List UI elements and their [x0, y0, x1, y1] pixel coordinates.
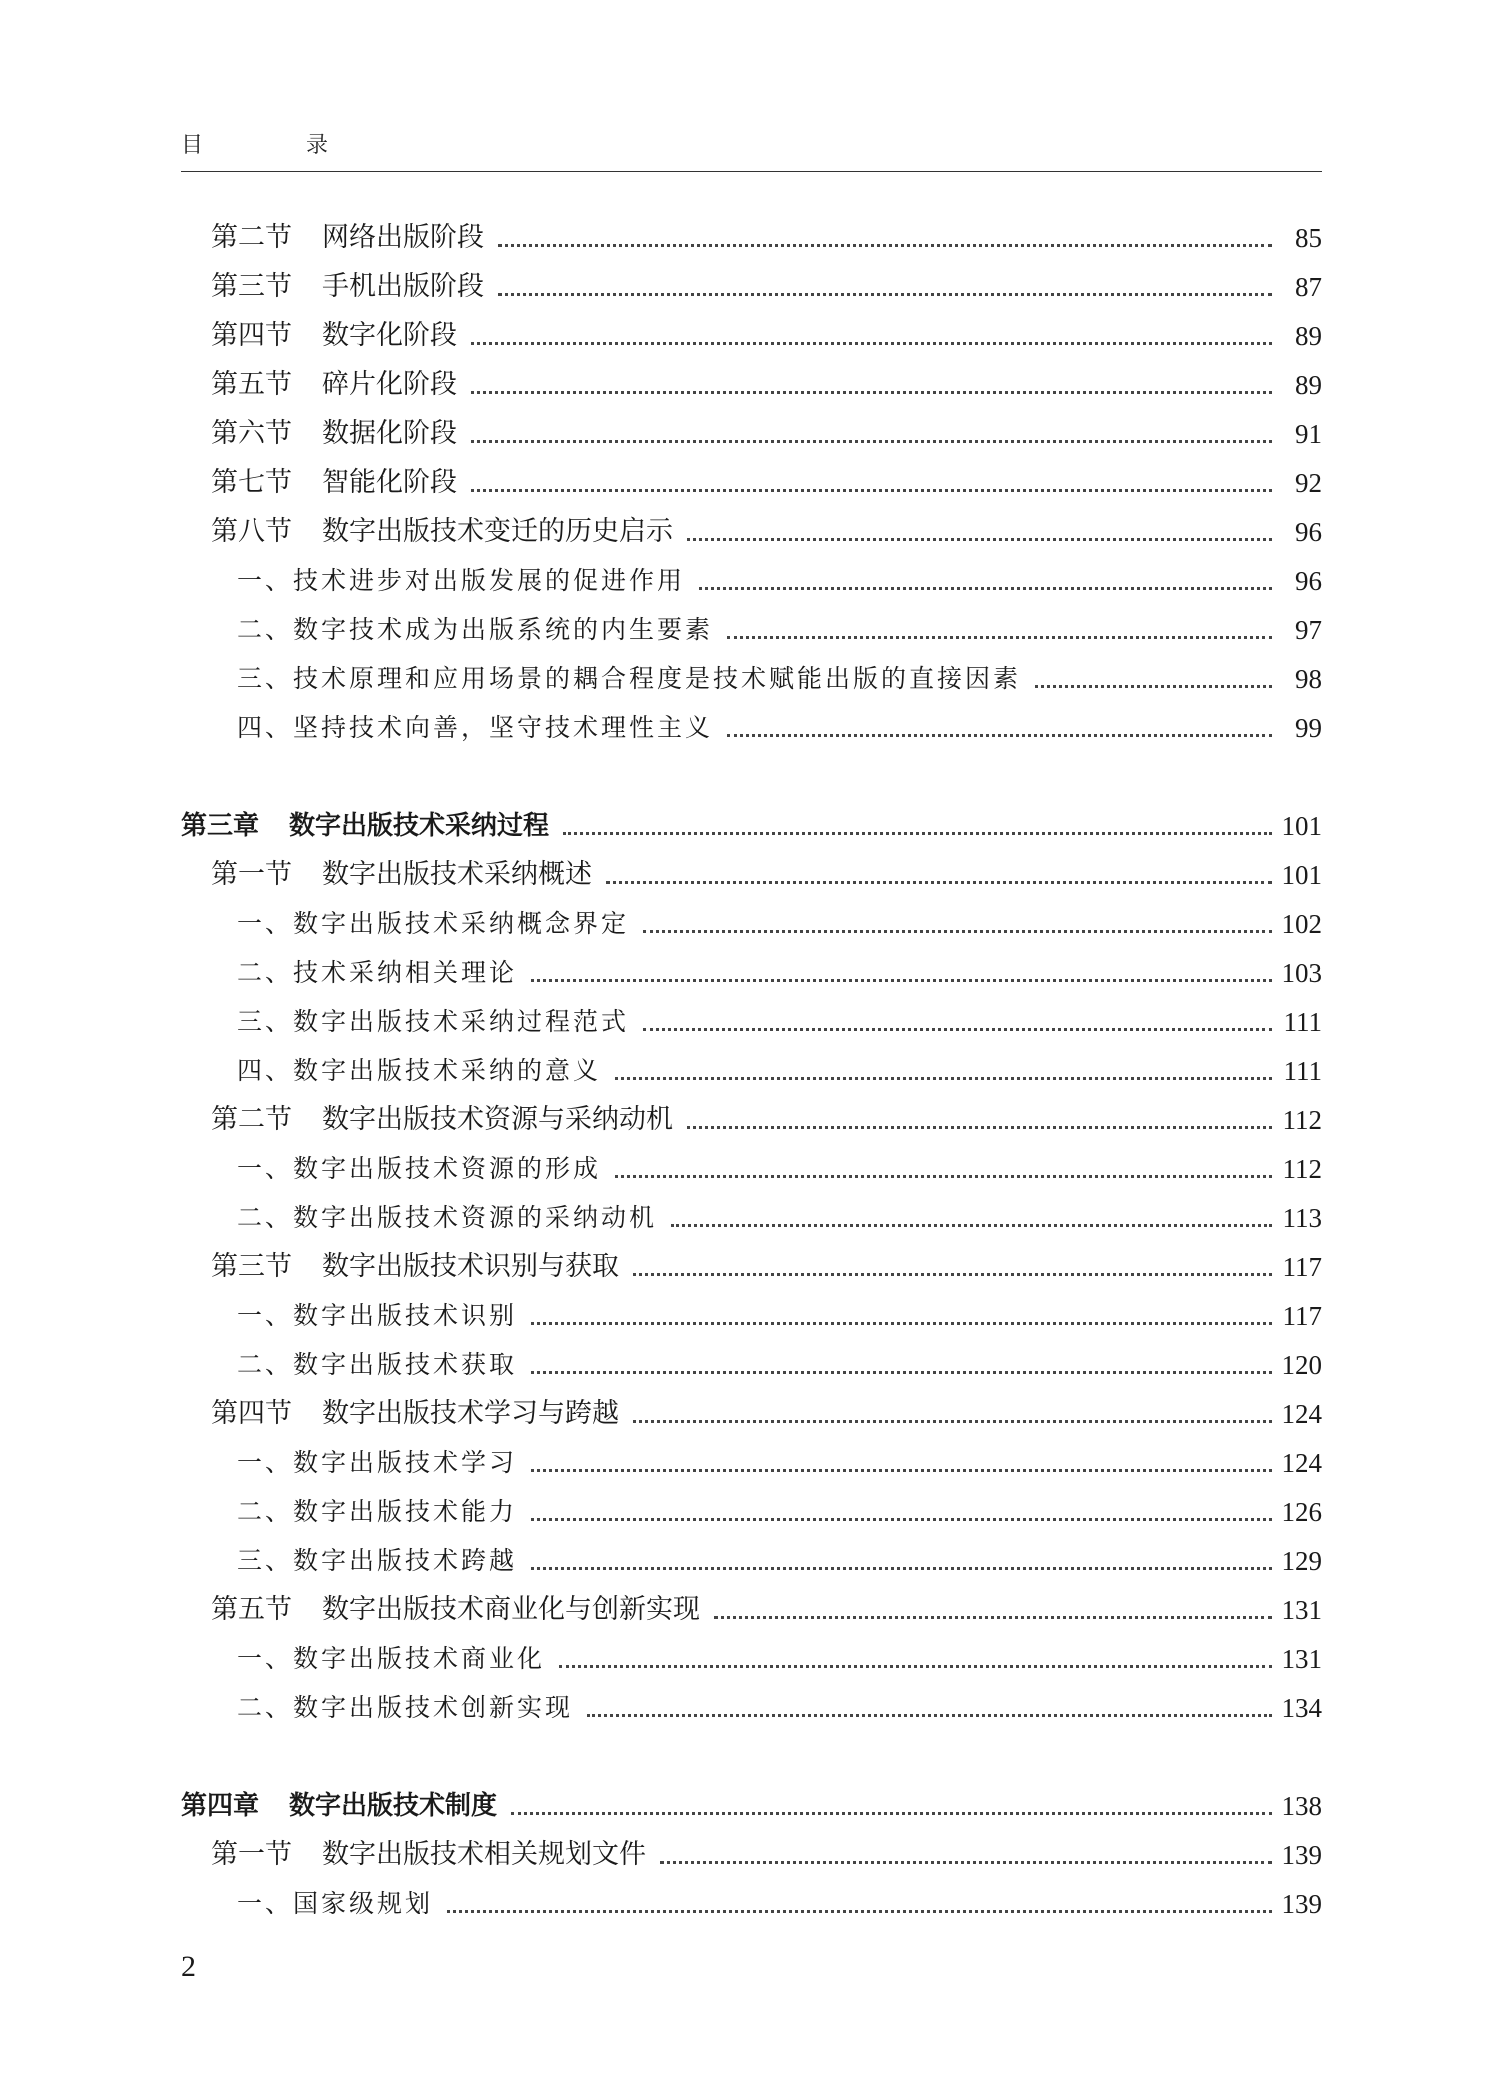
running-header: 目 录 [181, 133, 376, 158]
toc-entry-page: 120 [1281, 1350, 1322, 1380]
toc-entry-title: 手机出版阶段 [322, 271, 484, 302]
toc-entry-label: 二、 [237, 1350, 294, 1379]
toc-entry-title: 数字出版技术学习与跨越 [322, 1398, 619, 1429]
toc-entry-label: 第一节 [211, 1839, 292, 1870]
dot-leader [531, 1322, 1272, 1325]
dot-leader [531, 979, 1271, 982]
toc-entry-title: 网络出版阶段 [322, 222, 484, 253]
toc-entry-page: 96 [1295, 566, 1322, 596]
toc-entry-page: 111 [1283, 1056, 1322, 1086]
toc-entry-title: 数字出版技术采纳过程范式 [293, 1007, 630, 1036]
toc-section-entry[interactable] [181, 1832, 1322, 1872]
dot-leader [687, 538, 1272, 541]
toc-entry-title: 技术采纳相关理论 [293, 958, 518, 987]
toc-entry-label: 三、 [237, 664, 294, 693]
toc-subsection-entry[interactable] [181, 1881, 1322, 1921]
toc-entry-label: 第四节 [211, 1398, 292, 1429]
toc-subsection-entry[interactable] [181, 705, 1322, 745]
toc-entry-page: 138 [1281, 1791, 1322, 1821]
toc-entry-label: 一、 [237, 1644, 294, 1673]
toc-entry-label: 第四节 [211, 320, 292, 351]
toc-entry-page: 113 [1282, 1203, 1322, 1233]
dot-leader [498, 244, 1272, 247]
dot-leader [633, 1420, 1272, 1423]
toc-entry-title: 数字出版技术跨越 [293, 1546, 518, 1575]
toc-subsection-entry[interactable] [181, 558, 1322, 598]
dot-leader [471, 342, 1272, 345]
toc-entry-title: 数据化阶段 [322, 418, 457, 449]
toc-entry-label: 二、 [237, 1693, 294, 1722]
toc-subsection-entry[interactable] [181, 1342, 1322, 1382]
dot-leader [687, 1126, 1272, 1129]
toc-subsection-entry[interactable] [181, 1440, 1322, 1480]
dot-leader [471, 489, 1272, 492]
toc-entry-label: 一、 [237, 1889, 294, 1918]
toc-entry-page: 131 [1281, 1644, 1322, 1674]
toc-section-entry[interactable] [181, 264, 1322, 304]
toc-section-entry[interactable] [181, 215, 1322, 255]
toc-subsection-entry[interactable] [181, 1489, 1322, 1529]
toc-subsection-entry[interactable] [181, 950, 1322, 990]
toc-section-entry[interactable] [181, 313, 1322, 353]
toc-entry-title: 数字出版技术制度 [289, 1791, 498, 1821]
toc-entry-page: 117 [1282, 1301, 1322, 1331]
dot-leader [615, 1175, 1272, 1178]
toc-entry-page: 87 [1295, 272, 1322, 302]
toc-entry-title: 数字出版技术学习 [293, 1448, 518, 1477]
toc-section-entry[interactable] [181, 1587, 1322, 1627]
toc-entry-page: 98 [1295, 664, 1322, 694]
toc-section-entry[interactable] [181, 362, 1322, 402]
dot-leader [643, 930, 1271, 933]
toc-entry-label: 第五节 [211, 369, 292, 400]
toc-entry-label: 二、 [237, 958, 294, 987]
toc-entry-page: 139 [1281, 1840, 1322, 1870]
dot-leader [606, 881, 1272, 884]
toc-entry-page: 129 [1281, 1546, 1322, 1576]
toc-subsection-entry[interactable] [181, 1636, 1322, 1676]
toc-entry-label: 四、 [237, 713, 294, 742]
toc-entry-title: 数字出版技术资源的形成 [293, 1154, 602, 1183]
toc-entry-page: 97 [1295, 615, 1322, 645]
toc-subsection-entry[interactable] [181, 1195, 1322, 1235]
toc-entry-page: 101 [1281, 811, 1322, 841]
toc-entry-label: 第四章 [181, 1791, 260, 1821]
toc-entry-label: 四、 [237, 1056, 294, 1085]
toc-section-entry[interactable] [181, 1244, 1322, 1284]
toc-entry-page: 89 [1295, 321, 1322, 351]
dot-leader [727, 734, 1272, 737]
toc-entry-title: 数字化阶段 [322, 320, 457, 351]
toc-entry-page: 124 [1281, 1448, 1322, 1478]
toc-entry-label: 第八节 [211, 516, 292, 547]
toc-entry-label: 一、 [237, 1301, 294, 1330]
toc-entry-label: 二、 [237, 1203, 294, 1232]
toc-entry-title: 数字出版技术商业化 [293, 1644, 546, 1673]
toc-entry-page: 124 [1281, 1399, 1322, 1429]
toc-entry-title: 数字出版技术创新实现 [293, 1693, 574, 1722]
dot-leader [447, 1910, 1271, 1913]
toc-entry-title: 数字出版技术识别与获取 [322, 1251, 619, 1282]
toc-subsection-entry[interactable] [181, 607, 1322, 647]
toc-entry-title: 碎片化阶段 [322, 369, 457, 400]
toc-subsection-entry[interactable] [181, 1048, 1322, 1088]
dot-leader [531, 1371, 1271, 1374]
toc-subsection-entry[interactable] [181, 1293, 1322, 1333]
toc-section-entry[interactable] [181, 1391, 1322, 1431]
toc-entry-title: 数字出版技术相关规划文件 [322, 1839, 646, 1870]
toc-entry-label: 三、 [237, 1546, 294, 1575]
dot-leader [511, 1812, 1271, 1815]
toc-entry-title: 数字出版技术资源的采纳动机 [293, 1203, 658, 1232]
toc-subsection-entry[interactable] [181, 1685, 1322, 1725]
toc-chapter-entry[interactable] [181, 803, 1322, 843]
toc-entry-title: 智能化阶段 [322, 467, 457, 498]
toc-section-entry[interactable] [181, 460, 1322, 500]
toc-entry-label: 第三章 [181, 811, 260, 841]
toc-entry-title: 技术原理和应用场景的耦合程度是技术赋能出版的直接因素 [293, 664, 1022, 693]
toc-entry-page: 103 [1281, 958, 1322, 988]
toc-entry-label: 三、 [237, 1007, 294, 1036]
toc-section-entry[interactable] [181, 509, 1322, 549]
toc-entry-page: 131 [1281, 1595, 1322, 1625]
dot-leader [531, 1567, 1271, 1570]
toc-entry-title: 数字出版技术能力 [293, 1497, 518, 1526]
toc-entry-label: 一、 [237, 909, 294, 938]
toc-entry-page: 85 [1295, 223, 1322, 253]
dot-leader [1035, 685, 1272, 688]
toc-entry-page: 134 [1281, 1693, 1322, 1723]
toc-entry-label: 第三节 [211, 271, 292, 302]
toc-entry-title: 数字出版技术采纳过程 [289, 811, 550, 841]
toc-section-entry[interactable] [181, 852, 1322, 892]
dot-leader [633, 1273, 1272, 1276]
toc-entry-label: 二、 [237, 1497, 294, 1526]
dot-leader [727, 636, 1272, 639]
toc-subsection-entry[interactable] [181, 1146, 1322, 1186]
toc-entry-title: 数字出版技术获取 [293, 1350, 518, 1379]
header-rule [181, 171, 1322, 172]
dot-leader [660, 1861, 1272, 1864]
toc-entry-page: 89 [1295, 370, 1322, 400]
toc-chapter-entry[interactable] [181, 1783, 1322, 1823]
toc-entry-page: 139 [1281, 1889, 1322, 1919]
toc-entry-label: 第一节 [211, 859, 292, 890]
toc-entry-page: 101 [1281, 860, 1322, 890]
toc-entry-page: 112 [1282, 1105, 1322, 1135]
toc-subsection-entry[interactable] [181, 901, 1322, 941]
toc-entry-title: 技术进步对出版发展的促进作用 [293, 566, 686, 595]
toc-entry-page: 102 [1281, 909, 1322, 939]
toc-entry-title: 数字出版技术商业化与创新实现 [322, 1594, 700, 1625]
toc-section-entry[interactable] [181, 1097, 1322, 1137]
toc-entry-page: 99 [1295, 713, 1322, 743]
toc-entry-page: 117 [1282, 1252, 1322, 1282]
toc-subsection-entry[interactable] [181, 999, 1322, 1039]
dot-leader [643, 1028, 1272, 1031]
dot-leader [531, 1518, 1271, 1521]
toc-entry-title: 国家级规划 [293, 1889, 434, 1918]
toc-entry-label: 第七节 [211, 467, 292, 498]
toc-entry-label: 第二节 [211, 1104, 292, 1135]
toc-entry-title: 数字出版技术采纳概述 [322, 859, 592, 890]
dot-leader [471, 391, 1272, 394]
toc-entry-page: 126 [1281, 1497, 1322, 1527]
toc-entry-label: 一、 [237, 1448, 294, 1477]
toc-entry-label: 二、 [237, 615, 294, 644]
dot-leader [671, 1224, 1272, 1227]
toc-entry-label: 第五节 [211, 1594, 292, 1625]
dot-leader [714, 1616, 1272, 1619]
toc-entry-page: 112 [1282, 1154, 1322, 1184]
toc-entry-label: 一、 [237, 1154, 294, 1183]
toc-entry-page: 96 [1295, 517, 1322, 547]
toc-entry-title: 数字技术成为出版系统的内生要素 [293, 615, 714, 644]
toc-subsection-entry[interactable] [181, 656, 1322, 696]
toc-entry-page: 111 [1283, 1007, 1322, 1037]
dot-leader [531, 1469, 1271, 1472]
toc-entry-title: 数字出版技术采纳概念界定 [293, 909, 630, 938]
dot-leader [563, 832, 1271, 835]
toc-entry-label: 一、 [237, 566, 294, 595]
dot-leader [615, 1077, 1272, 1080]
toc-entry-title: 坚持技术向善，坚守技术理性主义 [293, 713, 714, 742]
dot-leader [498, 293, 1272, 296]
toc-subsection-entry[interactable] [181, 1538, 1322, 1578]
page-number: 2 [181, 1950, 196, 1983]
dot-leader [587, 1714, 1271, 1717]
toc-entry-label: 第六节 [211, 418, 292, 449]
toc-entry-title: 数字出版技术变迁的历史启示 [322, 516, 673, 547]
toc-entry-title: 数字出版技术识别 [293, 1301, 518, 1330]
toc-entry-title: 数字出版技术采纳的意义 [293, 1056, 602, 1085]
toc-entry-label: 第二节 [211, 222, 292, 253]
toc-entry-title: 数字出版技术资源与采纳动机 [322, 1104, 673, 1135]
dot-leader [559, 1665, 1271, 1668]
dot-leader [699, 587, 1272, 590]
toc-section-entry[interactable] [181, 411, 1322, 451]
toc-entry-page: 92 [1295, 468, 1322, 498]
toc-entry-label: 第三节 [211, 1251, 292, 1282]
toc-entry-page: 91 [1295, 419, 1322, 449]
dot-leader [471, 440, 1272, 443]
